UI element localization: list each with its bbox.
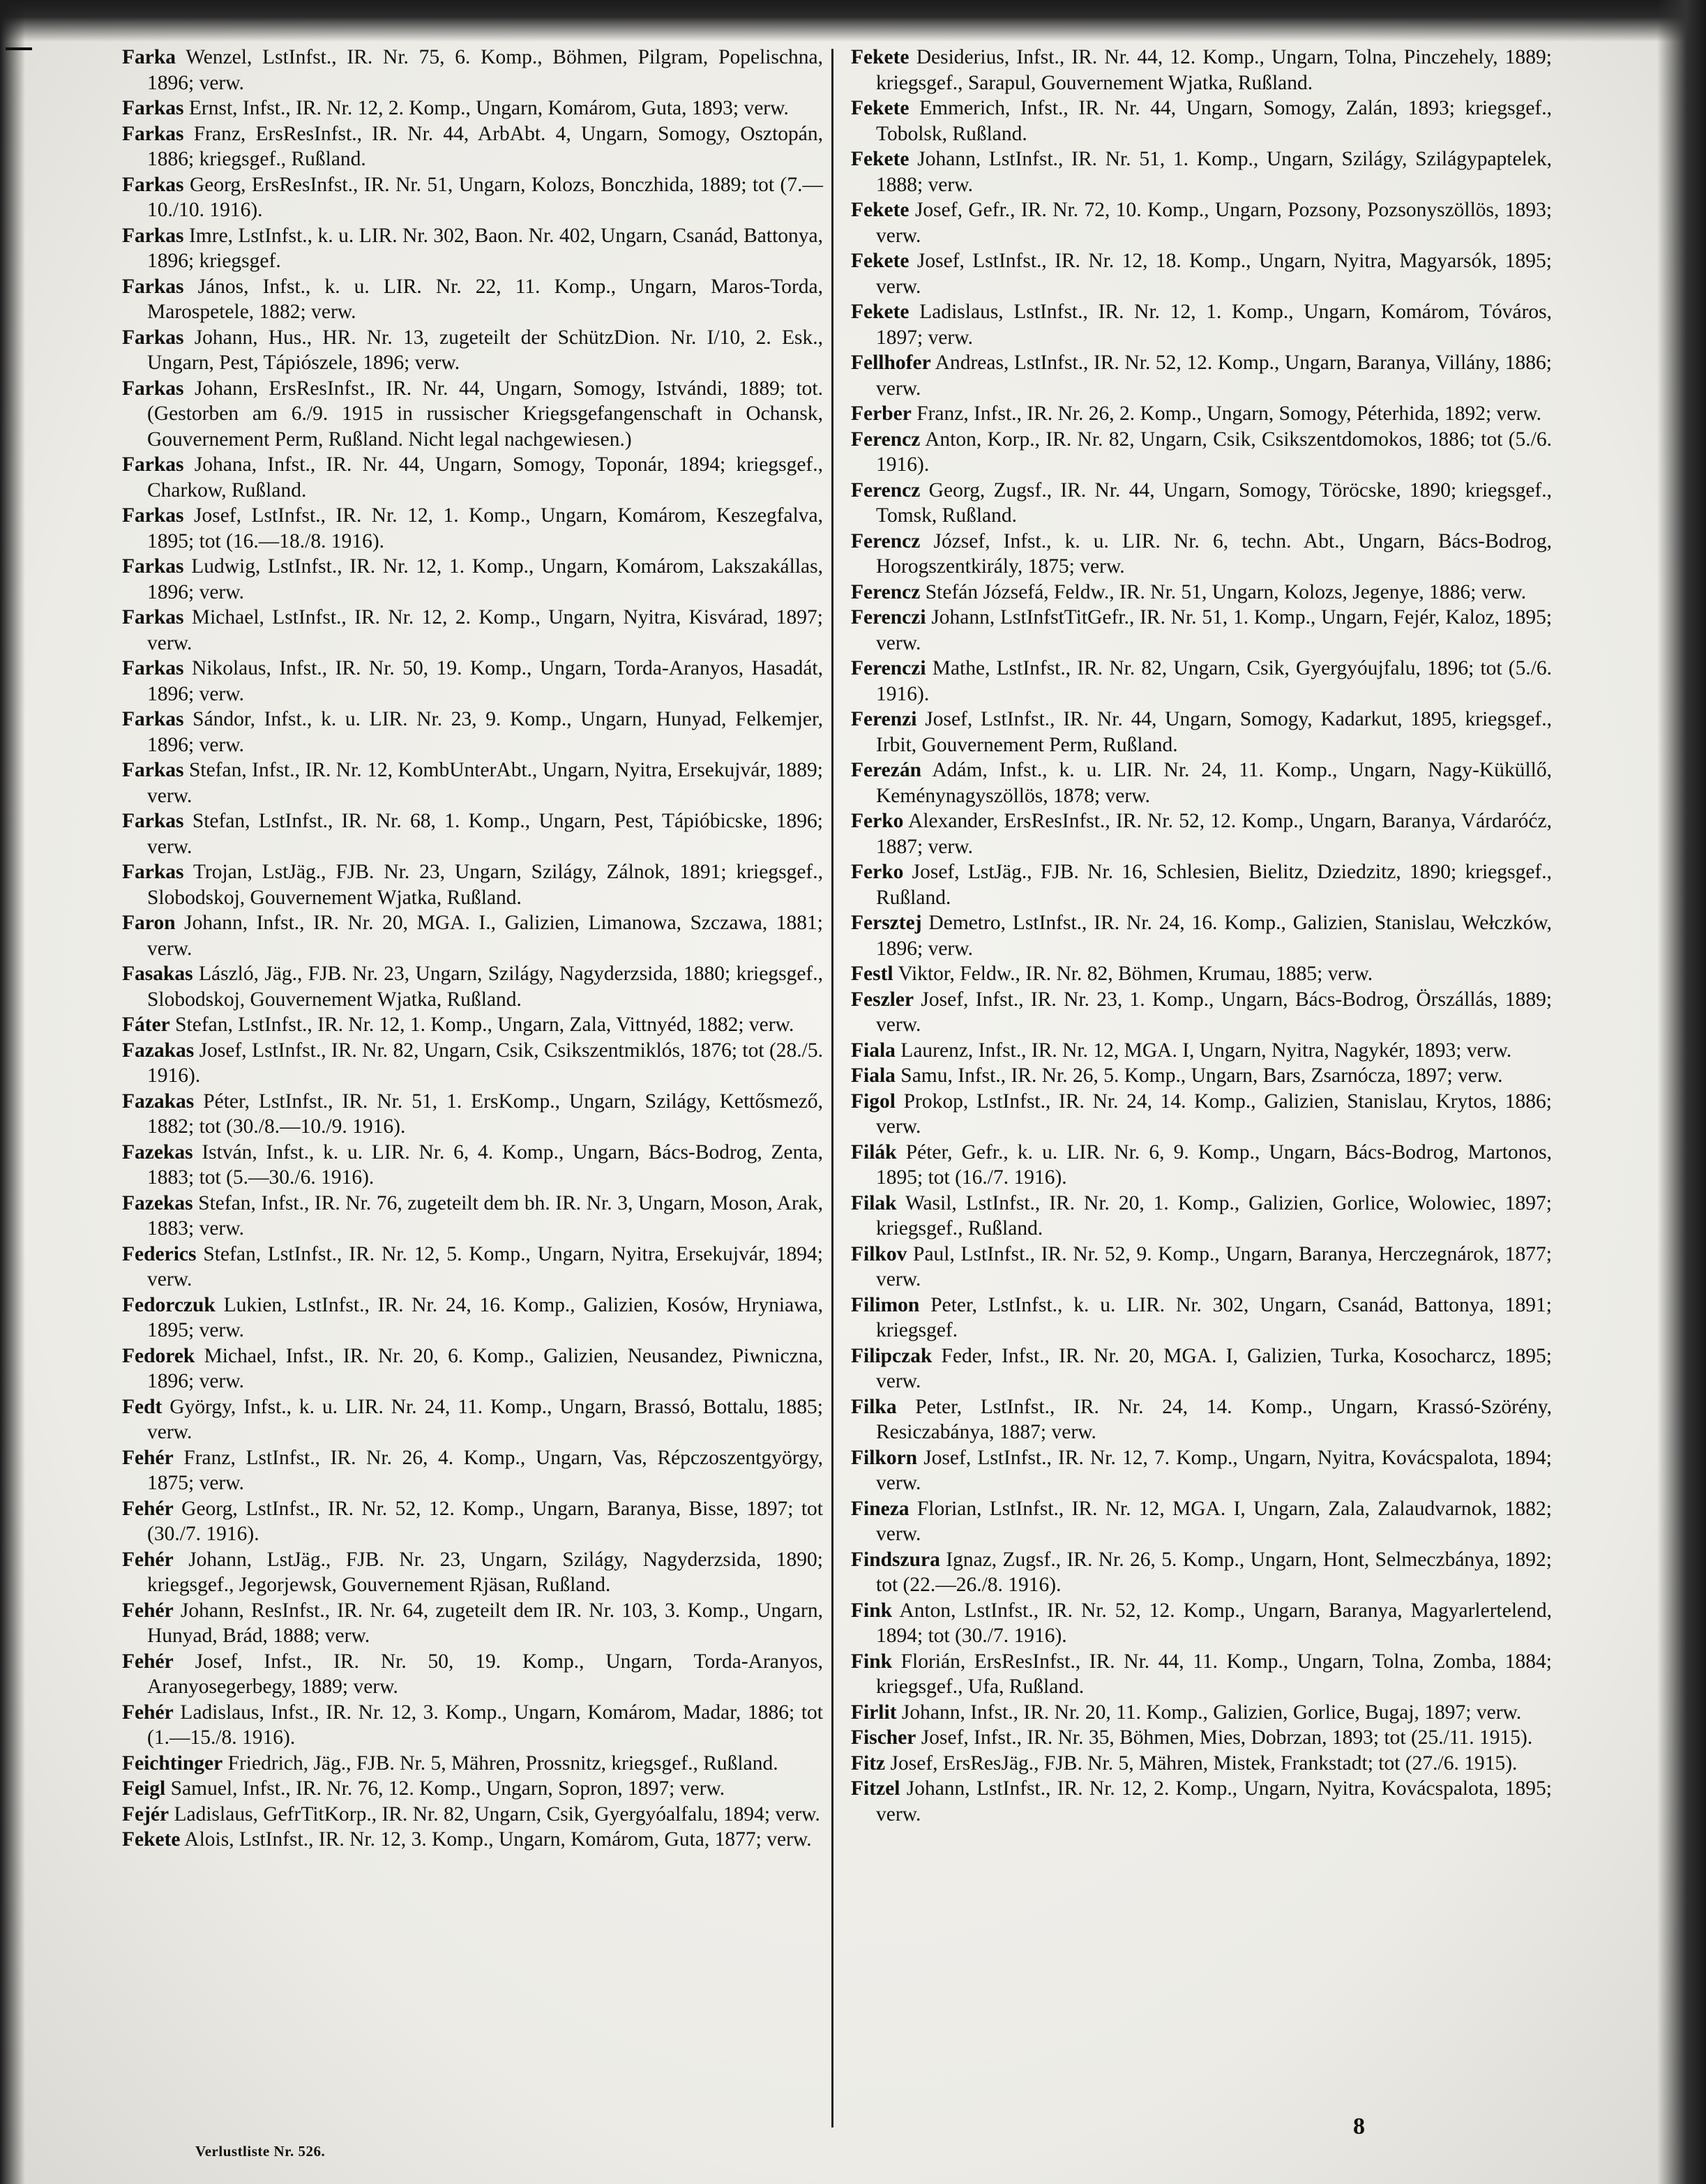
casualty-entry <box>122 503 823 554</box>
entry-surname: Fersztej <box>851 912 922 934</box>
entry-details: Josef, LstInfst., IR. Nr. 12, 7. Komp., Ungarn, Nyitra, Kovácspalota, 1894; verw. <box>876 1446 1553 1494</box>
entry-details: Ernst, Infst., IR. Nr. 12, 2. Komp., Ungarn, Komárom, Guta, 1893; verw. <box>188 97 789 119</box>
entry-details: Friedrich, Jäg., FJB. Nr. 5, Mähren, Prossnitz, kriegsgef., Rußland. <box>227 1752 778 1775</box>
entry-details: Josef, LstInfst., IR. Nr. 44, Ungarn, Somogy, Kadarkut, 1895, kriegsgef., Irbit, Gouvernement Perm, Rußland. <box>876 708 1553 756</box>
entry-surname: Fehér <box>122 1701 174 1724</box>
casualty-entry <box>851 1776 1552 1827</box>
casualty-entry <box>851 656 1552 707</box>
entry-surname: Fehér <box>122 1446 174 1469</box>
casualty-entry <box>122 96 823 121</box>
casualty-entry <box>851 1496 1552 1547</box>
entry-surname: Federics <box>122 1242 197 1265</box>
entry-surname: Figol <box>851 1090 896 1113</box>
entry-surname: Fejér <box>122 1802 169 1825</box>
entry-details: Peter, LstInfst., k. u. LIR. Nr. 302, Ungarn, Csanád, Battonya, 1891; kriegsgef. <box>876 1293 1552 1341</box>
casualty-entry <box>851 1598 1552 1649</box>
casualty-entry <box>122 325 823 376</box>
entry-surname: Ferezán <box>851 759 922 781</box>
entry-details: Josef, Gefr., IR. Nr. 72, 10. Komp., Ungarn, Pozsony, Pozsonyszöllös, 1893; verw. <box>876 199 1553 247</box>
scan-edge-right <box>1657 0 1706 2184</box>
entry-surname: Ferencz <box>851 529 921 552</box>
entry-details: Laurenz, Infst., IR. Nr. 12, MGA. I, Ungarn, Nyitra, Nagykér, 1893; verw. <box>900 1039 1512 1062</box>
casualty-entry <box>122 1445 823 1496</box>
entry-details: Johann, LstInfst., IR. Nr. 12, 2. Komp., Ungarn, Nyitra, Kovácspalota, 1895; verw. <box>876 1777 1552 1825</box>
casualty-entry <box>122 1598 823 1649</box>
entry-details: Stefan, LstInfst., IR. Nr. 12, 5. Komp., Ungarn, Nyitra, Ersekujvár, 1894; verw. <box>147 1242 824 1290</box>
casualty-entry <box>851 1547 1552 1598</box>
entry-details: Johann, ResInfst., IR. Nr. 64, zugeteilt dem IR. Nr. 103, 3. Komp., Ungarn, Hunyad, Brád, 1888; verw. <box>147 1599 823 1647</box>
casualty-entry <box>851 1063 1552 1089</box>
casualty-entry <box>851 808 1552 859</box>
entry-surname: Fitz <box>851 1752 886 1775</box>
entry-surname: Farkas <box>122 122 184 145</box>
entry-details: Mathe, LstInfst., IR. Nr. 82, Ungarn, Csik, Gyergyóujfalu, 1896; tot (5./6. 1916). <box>876 657 1553 705</box>
casualty-entry <box>851 1242 1552 1293</box>
entry-surname: Fekete <box>851 46 909 68</box>
entry-surname: Farkas <box>122 759 184 781</box>
entry-surname: Fazekas <box>122 1191 193 1214</box>
casualty-entry <box>122 1547 823 1598</box>
entry-surname: Filipczak <box>851 1344 933 1367</box>
casualty-entry <box>122 554 823 605</box>
casualty-entry <box>122 1293 823 1343</box>
casualty-entry <box>851 605 1552 656</box>
entry-details: Josef, Infst., IR. Nr. 23, 1. Komp., Ungarn, Bács-Bodrog, Örszállás, 1889; verw. <box>876 988 1553 1036</box>
casualty-entry <box>851 910 1552 961</box>
entry-surname: Filák <box>851 1140 897 1163</box>
casualty-entry <box>122 223 823 274</box>
entry-details: Johana, Infst., IR. Nr. 44, Ungarn, Somogy, Toponár, 1894; kriegsgef., Charkow, Rußland. <box>147 453 824 502</box>
entry-surname: Farkas <box>122 224 184 247</box>
entry-details: Josef, ErsResJäg., FJB. Nr. 5, Mähren, Mistek, Frankstadt; tot (27./6. 1915). <box>890 1752 1518 1775</box>
entry-details: Michael, Infst., IR. Nr. 20, 6. Komp., Galizien, Neusandez, Piwniczna, 1896; verw. <box>147 1344 824 1392</box>
casualty-entry <box>122 1140 823 1191</box>
casualty-entry <box>851 1700 1552 1726</box>
entry-surname: Farkas <box>122 861 184 883</box>
entry-surname: Filak <box>851 1191 897 1214</box>
entry-surname: Farkas <box>122 504 184 527</box>
entry-surname: Fehér <box>122 1497 174 1520</box>
entry-details: Stefan, Infst., IR. Nr. 76, zugeteilt dem bh. IR. Nr. 3, Ungarn, Moson, Arak, 1883; verw. <box>147 1191 823 1240</box>
casualty-entry <box>851 1343 1552 1394</box>
entry-details: Josef, LstInfst., IR. Nr. 82, Ungarn, Csik, Csikszentmiklós, 1876; tot (28./5. 1916). <box>147 1039 824 1087</box>
entry-surname: Fink <box>851 1599 893 1622</box>
entry-details: Wenzel, LstInfst., IR. Nr. 75, 6. Komp., Böhmen, Pilgram, Popelischna, 1896; verw. <box>147 46 824 94</box>
entry-details: Peter, LstInfst., IR. Nr. 24, 14. Komp., Ungarn, Krassó-Szörény, Resiczabánya, 1887; verw. <box>876 1395 1553 1443</box>
casualty-entry <box>122 376 823 453</box>
entry-details: Johann, ErsResInfst., IR. Nr. 44, Ungarn, Somogy, Istvándi, 1889; tot. (Gestorben am 6./9. 1915 in russischer Kriegsgefangenschaft in Ochansk, Gouvernement Perm, Rußland. Nicht legal nachgewiesen.) <box>147 377 824 451</box>
casualty-entry <box>851 427 1552 478</box>
entry-surname: Fiala <box>851 1039 896 1062</box>
casualty-entry <box>122 1827 823 1853</box>
casualty-entry <box>851 758 1552 808</box>
casualty-entry <box>122 605 823 656</box>
entry-details: István, Infst., k. u. LIR. Nr. 6, 4. Komp., Ungarn, Bács-Bodrog, Zenta, 1883; tot (5.—30./6. 1916). <box>147 1140 824 1189</box>
entry-details: Johann, LstInfstTitGefr., IR. Nr. 51, 1. Komp., Ungarn, Fejér, Kaloz, 1895; verw. <box>876 606 1553 654</box>
entry-surname: Fazakas <box>122 1090 195 1113</box>
entry-details: Stefán Józsefá, Feldw., IR. Nr. 51, Ungarn, Kolozs, Jegenye, 1886; verw. <box>925 580 1527 603</box>
entry-surname: Farka <box>122 46 176 68</box>
casualty-entry <box>122 656 823 707</box>
entry-surname: Fitzel <box>851 1777 900 1800</box>
entry-details: Johann, Infst., IR. Nr. 20, 11. Komp., Galizien, Gorlice, Bugaj, 1897; verw. <box>901 1701 1522 1724</box>
entry-surname: Firlit <box>851 1701 897 1724</box>
entry-surname: Fekete <box>851 148 909 170</box>
entry-details: Johann, Infst., IR. Nr. 20, MGA. I., Galizien, Limanowa, Szczawa, 1881; verw. <box>147 912 824 960</box>
casualty-entry <box>851 580 1552 605</box>
casualty-entry <box>851 1191 1552 1242</box>
entry-details: Ludwig, LstInfst., IR. Nr. 12, 1. Komp., Ungarn, Komárom, Lakszakállas, 1896; verw. <box>147 555 823 603</box>
casualty-entry <box>851 478 1552 529</box>
entry-surname: Fasakas <box>122 963 193 985</box>
entry-surname: Feichtinger <box>122 1752 223 1775</box>
entry-surname: Fedorek <box>122 1344 195 1367</box>
entry-surname: Farkas <box>122 377 184 400</box>
casualty-entry <box>851 1445 1552 1496</box>
entry-details: Péter, LstInfst., IR. Nr. 51, 1. ErsKomp., Ungarn, Szilágy, Kettősmező, 1882; tot (30./8.—10./9. 1916). <box>147 1090 823 1138</box>
entry-surname: Ferenzi <box>851 708 917 730</box>
entry-details: Péter, Gefr., k. u. LIR. Nr. 6, 9. Komp., Ungarn, Bács-Bodrog, Martonos, 1895; tot (16./7. 1916). <box>876 1140 1553 1189</box>
entry-details: Alois, LstInfst., IR. Nr. 12, 3. Komp., Ungarn, Komárom, Guta, 1877; verw. <box>184 1828 812 1851</box>
entry-details: Sándor, Infst., k. u. LIR. Nr. 23, 9. Komp., Ungarn, Hunyad, Felkemjer, 1896; verw. <box>147 708 823 756</box>
casualty-entry <box>851 707 1552 758</box>
entry-details: József, Infst., k. u. LIR. Nr. 6, techn. Abt., Ungarn, Bács-Bodrog, Horogszentkirály, 1875; verw. <box>876 529 1552 578</box>
entry-surname: Farkas <box>122 555 184 578</box>
entry-surname: Ferenczi <box>851 657 926 679</box>
entry-surname: Farkas <box>122 173 184 196</box>
entry-details: Florián, ErsResInfst., IR. Nr. 44, 11. Komp., Ungarn, Tolna, Zomba, 1884; kriegsgef., Ufa, Rußland. <box>876 1650 1552 1698</box>
entry-surname: Fineza <box>851 1497 909 1520</box>
entry-details: Michael, LstInfst., IR. Nr. 12, 2. Komp., Ungarn, Nyitra, Kisvárad, 1897; verw. <box>147 606 823 654</box>
casualty-entry <box>122 1776 823 1802</box>
casualty-entry <box>851 1140 1552 1191</box>
casualty-entry <box>851 197 1552 248</box>
entry-details: Viktor, Feldw., IR. Nr. 82, Böhmen, Krumau, 1885; verw. <box>898 963 1373 985</box>
entry-surname: Farkas <box>122 275 184 298</box>
casualty-entry <box>122 1751 823 1777</box>
entry-surname: Fehér <box>122 1548 174 1571</box>
entry-details: Franz, LstInfst., IR. Nr. 26, 4. Komp., Ungarn, Vas, Répczoszentgyörgy, 1875; verw. <box>147 1446 823 1494</box>
column-rule <box>831 49 833 2127</box>
entry-details: Trojan, LstJäg., FJB. Nr. 23, Ungarn, Szilágy, Zálnok, 1891; kriegsgef., Slobodskoj, Gouvernement Wjatka, Rußland. <box>147 861 823 909</box>
entry-details: Samuel, Infst., IR. Nr. 76, 12. Komp., Ungarn, Sopron, 1897; verw. <box>170 1777 725 1800</box>
casualty-entry <box>122 1700 823 1751</box>
casualty-entry <box>851 961 1552 987</box>
casualty-entry <box>122 910 823 961</box>
entry-surname: Fischer <box>851 1726 916 1749</box>
casualty-entry <box>851 248 1552 299</box>
right-column <box>851 45 1552 1827</box>
entry-surname: Ferko <box>851 810 904 832</box>
page-number: 8 <box>1353 2114 1365 2139</box>
entry-details: László, Jäg., FJB. Nr. 23, Ungarn, Szilágy, Nagyderzsida, 1880; kriegsgef., Slobodskoj, Gouvernement Wjatka, Rußland. <box>147 963 823 1011</box>
entry-surname: Findszura <box>851 1548 940 1571</box>
entry-surname: Farkas <box>122 810 184 832</box>
entry-surname: Fekete <box>851 301 909 323</box>
casualty-entry <box>851 350 1552 401</box>
casualty-entry <box>851 1725 1552 1751</box>
entry-details: Adám, Infst., k. u. LIR. Nr. 24, 11. Komp., Ungarn, Nagy-Küküllő, Keménynagyszöllös, 1878; verw. <box>876 759 1552 807</box>
entry-details: Franz, Infst., IR. Nr. 26, 2. Komp., Ungarn, Somogy, Péterhida, 1892; verw. <box>916 402 1541 425</box>
casualty-entry <box>122 1802 823 1828</box>
entry-surname: Fekete <box>851 97 909 119</box>
casualty-entry <box>851 1649 1552 1700</box>
casualty-entry <box>851 299 1552 350</box>
entry-surname: Farkas <box>122 326 184 349</box>
entry-surname: Ferenczi <box>851 606 926 628</box>
entry-details: Ladislaus, LstInfst., IR. Nr. 12, 1. Komp., Ungarn, Komárom, Tóváros, 1897; verw. <box>876 301 1552 349</box>
entry-surname: Ferencz <box>851 479 921 502</box>
entry-surname: Farkas <box>122 606 184 628</box>
casualty-entry <box>122 45 823 96</box>
casualty-entry <box>851 1293 1552 1343</box>
casualty-entry <box>851 1394 1552 1445</box>
entry-details: Georg, LstInfst., IR. Nr. 52, 12. Komp., Ungarn, Baranya, Bisse, 1897; tot (30./7. 1916). <box>147 1497 823 1545</box>
casualty-entry <box>851 529 1552 580</box>
entry-details: Florian, LstInfst., IR. Nr. 12, MGA. I, Ungarn, Zala, Zalaudvarnok, 1882; verw. <box>876 1497 1552 1545</box>
casualty-entry <box>122 859 823 910</box>
entry-surname: Fazakas <box>122 1039 195 1062</box>
entry-details: Emmerich, Infst., IR. Nr. 44, Ungarn, Somogy, Zalán, 1893; kriegsgef., Tobolsk, Rußland. <box>876 97 1552 145</box>
entry-details: Josef, Infst., IR. Nr. 35, Böhmen, Mies, Dobrzan, 1893; tot (25./11. 1915). <box>921 1726 1533 1749</box>
entry-details: Nikolaus, Infst., IR. Nr. 50, 19. Komp., Ungarn, Torda-Aranyos, Hasadát, 1896; verw. <box>147 657 824 705</box>
entry-details: Stefan, LstInfst., IR. Nr. 68, 1. Komp., Ungarn, Pest, Tápióbicske, 1896; verw. <box>147 810 823 858</box>
entry-surname: Ferencz <box>851 580 921 603</box>
casualty-entry <box>122 121 823 172</box>
entry-surname: Fehér <box>122 1650 174 1673</box>
binding-mark <box>6 47 32 63</box>
entry-surname: Fiala <box>851 1064 896 1087</box>
entry-details: Prokop, LstInfst., IR. Nr. 24, 14. Komp., Galizien, Stanislau, Krytos, 1886; verw. <box>876 1090 1553 1138</box>
entry-details: Josef, LstJäg., FJB. Nr. 16, Schlesien, Bielitz, Dziedzitz, 1890; kriegsgef., Rußland. <box>876 861 1553 909</box>
entry-surname: Fekete <box>851 250 909 272</box>
casualty-entry <box>122 1191 823 1242</box>
casualty-entry <box>122 452 823 503</box>
entry-surname: Fazekas <box>122 1140 193 1163</box>
casualty-entry <box>122 758 823 808</box>
entry-surname: Filkorn <box>851 1446 918 1469</box>
entry-details: Demetro, LstInfst., IR. Nr. 24, 16. Komp., Galizien, Stanislau, Wełczków, 1896; verw. <box>876 912 1553 960</box>
entry-details: Paul, LstInfst., IR. Nr. 52, 9. Komp., Ungarn, Baranya, Herczegnárok, 1877; verw. <box>876 1242 1553 1290</box>
entry-surname: Farkas <box>122 97 184 119</box>
entry-details: Imre, LstInfst., k. u. LIR. Nr. 302, Baon. Nr. 402, Ungarn, Csanád, Battonya, 1896; kriegsgef. <box>147 224 823 272</box>
entry-surname: Faron <box>122 912 176 934</box>
casualty-entry <box>851 96 1552 146</box>
entry-surname: Farkas <box>122 453 184 476</box>
entry-details: György, Infst., k. u. LIR. Nr. 24, 11. Komp., Ungarn, Brassó, Bottalu, 1885; verw. <box>147 1395 824 1443</box>
entry-details: Anton, Korp., IR. Nr. 82, Ungarn, Csik, Csikszentdomokos, 1886; tot (5./6. 1916). <box>876 428 1553 476</box>
entry-details: Anton, LstInfst., IR. Nr. 52, 12. Komp., Ungarn, Baranya, Magyarlertelend, 1894; tot (30./7. 1916). <box>876 1599 1552 1647</box>
entry-details: Feder, Infst., IR. Nr. 20, MGA. I, Galizien, Turka, Kosocharcz, 1895; verw. <box>876 1344 1552 1392</box>
entry-surname: Fedorczuk <box>122 1293 216 1316</box>
casualty-entry <box>122 1394 823 1445</box>
entry-surname: Fedt <box>122 1395 163 1418</box>
scan-edge-left <box>0 0 25 2184</box>
entry-surname: Fink <box>851 1650 893 1673</box>
entry-details: Franz, ErsResInfst., IR. Nr. 44, ArbAbt. 4, Ungarn, Somogy, Osztopán, 1886; kriegsgef., Rußland. <box>147 122 824 170</box>
entry-surname: Fekete <box>122 1828 181 1851</box>
entry-details: Wasil, LstInfst., IR. Nr. 20, 1. Komp., Galizien, Gorlice, Wolowiec, 1897; kriegsgef., Rußland. <box>876 1191 1552 1240</box>
casualty-list-label: Verlustliste Nr. 526. <box>195 2143 326 2160</box>
casualty-entry <box>851 146 1552 197</box>
casualty-entry <box>851 45 1552 96</box>
casualty-entry <box>851 1751 1552 1777</box>
entry-surname: Ferko <box>851 861 904 883</box>
entry-surname: Fekete <box>851 199 909 221</box>
entry-details: Josef, LstInfst., IR. Nr. 12, 1. Komp., Ungarn, Komárom, Keszegfalva, 1895; tot (16.—18./8. 1916). <box>147 504 823 552</box>
entry-surname: Ferencz <box>851 428 921 451</box>
scan-edge-top <box>0 0 1706 42</box>
entry-details: Samu, Infst., IR. Nr. 26, 5. Komp., Ungarn, Bars, Zsarnócza, 1897; verw. <box>900 1064 1503 1087</box>
entry-details: Josef, Infst., IR. Nr. 50, 19. Komp., Ungarn, Torda-Aranyos, Aranyosegerbegy, 1889; verw. <box>147 1650 824 1698</box>
casualty-entry <box>122 707 823 758</box>
casualty-entry <box>122 1038 823 1089</box>
casualty-entry <box>122 961 823 1012</box>
entry-surname: Filkov <box>851 1242 907 1265</box>
entry-details: Georg, Zugsf., IR. Nr. 44, Ungarn, Somogy, Töröcske, 1890; kriegsgef., Tomsk, Rußland. <box>876 479 1553 527</box>
casualty-entry <box>122 808 823 859</box>
entry-details: Johann, Hus., HR. Nr. 13, zugeteilt der SchützDion. Nr. I/10, 2. Esk., Ungarn, Pest, Tápiószele, 1896; verw. <box>147 326 823 374</box>
casualty-entry <box>122 1343 823 1394</box>
entry-surname: Feszler <box>851 988 914 1011</box>
entry-surname: Festl <box>851 963 893 985</box>
entry-surname: Feigl <box>122 1777 166 1800</box>
casualty-entry <box>122 172 823 223</box>
entry-surname: Filka <box>851 1395 897 1418</box>
entry-details: Johann, LstJäg., FJB. Nr. 23, Ungarn, Szilágy, Nagyderzsida, 1890; kriegsgef., Jegorjewsk, Gouvernement Rjäsan, Rußland. <box>147 1548 823 1596</box>
entry-details: Stefan, Infst., IR. Nr. 12, KombUnterAbt., Ungarn, Nyitra, Ersekujvár, 1889; verw. <box>147 759 824 807</box>
casualty-entry <box>851 1089 1552 1140</box>
entry-details: Ladislaus, Infst., IR. Nr. 12, 3. Komp., Ungarn, Komárom, Madar, 1886; tot (1.—15./8. 1916). <box>147 1701 823 1749</box>
casualty-entry <box>851 1038 1552 1064</box>
casualty-entry <box>122 274 823 325</box>
casualty-entry <box>851 401 1552 427</box>
entry-surname: Fehér <box>122 1599 174 1622</box>
entry-details: Ignaz, Zugsf., IR. Nr. 26, 5. Komp., Ungarn, Hont, Selmeczbánya, 1892; tot (22.—26./8. 1916). <box>876 1548 1552 1596</box>
casualty-entry <box>122 1496 823 1547</box>
entry-surname: Farkas <box>122 708 184 730</box>
entry-details: Georg, ErsResInfst., IR. Nr. 51, Ungarn, Kolozs, Bonczhida, 1889; tot (7.—10./10. 1916). <box>147 173 823 221</box>
entry-surname: Farkas <box>122 657 184 679</box>
entry-surname: Ferber <box>851 402 912 425</box>
casualty-entry <box>122 1089 823 1140</box>
casualty-entry <box>122 1012 823 1038</box>
casualty-entry <box>851 859 1552 910</box>
entry-details: János, Infst., k. u. LIR. Nr. 22, 11. Komp., Ungarn, Maros-Torda, Marospetele, 1882; verw. <box>147 275 824 323</box>
entry-details: Alexander, ErsResInfst., IR. Nr. 52, 12. Komp., Ungarn, Baranya, Várdaróćz, 1887; verw. <box>876 810 1552 858</box>
entry-surname: Fáter <box>122 1014 170 1036</box>
entry-details: Josef, LstInfst., IR. Nr. 12, 18. Komp., Ungarn, Nyitra, Magyarsók, 1895; verw. <box>876 250 1552 298</box>
entry-details: Johann, LstInfst., IR. Nr. 51, 1. Komp., Ungarn, Szilágy, Szilágypaptelek, 1888; verw. <box>876 148 1552 196</box>
entry-details: Desiderius, Infst., IR. Nr. 44, 12. Komp., Ungarn, Tolna, Pinczehely, 1889; kriegsgef., Sarapul, Gouvernement Wjatka, Rußland. <box>876 46 1553 94</box>
entry-details: Lukien, LstInfst., IR. Nr. 24, 16. Komp., Galizien, Kosów, Hryniawa, 1895; verw. <box>147 1293 823 1341</box>
entry-details: Andreas, LstInfst., IR. Nr. 52, 12. Komp., Ungarn, Baranya, Villány, 1886; verw. <box>876 352 1553 400</box>
entry-details: Ladislaus, GefrTitKorp., IR. Nr. 82, Ungarn, Csik, Gyergyóalfalu, 1894; verw. <box>174 1802 820 1825</box>
entry-surname: Filimon <box>851 1293 920 1316</box>
left-column <box>122 45 823 1853</box>
casualty-entry <box>851 987 1552 1038</box>
casualty-entry <box>122 1242 823 1293</box>
entry-surname: Fellhofer <box>851 352 931 374</box>
entry-details: Stefan, LstInfst., IR. Nr. 12, 1. Komp., Ungarn, Zala, Vittnyéd, 1882; verw. <box>175 1014 794 1036</box>
casualty-entry <box>122 1649 823 1700</box>
